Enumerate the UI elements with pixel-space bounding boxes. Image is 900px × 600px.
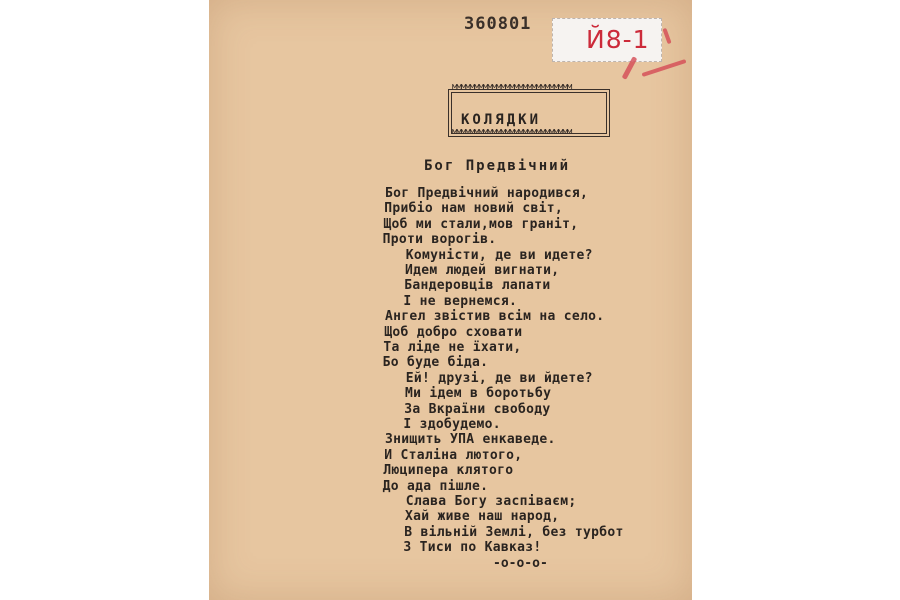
poem-line: За Вкраїни свободу xyxy=(404,401,551,417)
poem-line: Знищить УПА енкаведе. xyxy=(385,432,556,448)
poem-line: Та ліде не їхати, xyxy=(383,340,522,355)
poem-line: Бог Предвічний народився, xyxy=(385,186,589,201)
frame-border-bottom: ммммммммммммммммммммммммммм xyxy=(452,127,572,137)
poem-title: Бог Предвічний xyxy=(424,158,571,174)
poem-line: Бо буде біда. xyxy=(382,355,489,371)
frame-border-top: ммммммммммммммммммммммммммм xyxy=(452,82,572,92)
poem-line: З Тиси по Кавказ! xyxy=(403,540,542,556)
poem-line: I здобудемо. xyxy=(403,417,501,432)
poem-line: Щоб добро сховати xyxy=(384,324,523,340)
poem-line: Люципера клятого xyxy=(383,463,514,479)
archive-label-sticker xyxy=(552,18,662,62)
poem-line: До ада пішле. xyxy=(382,478,489,494)
poem-line: I не вернемся. xyxy=(403,293,518,309)
poem-line: Комуністи, де ви идете? xyxy=(405,247,593,263)
typed-page xyxy=(209,0,692,600)
poem-line: Проти ворогів. xyxy=(382,232,497,248)
poem-line: Ми ідем в боротьбу xyxy=(405,386,552,402)
poem-line: Щоб ми стали,мов граніт, xyxy=(383,216,579,232)
poem-line: Прибіо нам новий світ, xyxy=(384,201,563,217)
section-title: КОЛЯДКИ xyxy=(461,112,542,128)
end-mark: -о-о-о- xyxy=(493,556,548,571)
poem-line: И Сталіна лютого, xyxy=(384,447,523,463)
poem-line: Хай живе наш народ, xyxy=(405,509,560,525)
archive-label: Й8-1 xyxy=(586,25,650,54)
poem-line: Бандеровців лапати xyxy=(404,278,551,294)
poem-line: Идем людей вигнати, xyxy=(405,263,560,278)
red-pencil-mark xyxy=(662,28,671,44)
poem-line: В вільній Землі, без турбот xyxy=(404,524,624,540)
archive-number: 360801 xyxy=(464,14,532,34)
poem-line: Ей! друзі, де ви йдете? xyxy=(405,370,593,386)
poem-line: Слава Богу заспіваєм; xyxy=(405,494,577,509)
poem-line: Ангел звістив всім на село. xyxy=(385,309,605,325)
